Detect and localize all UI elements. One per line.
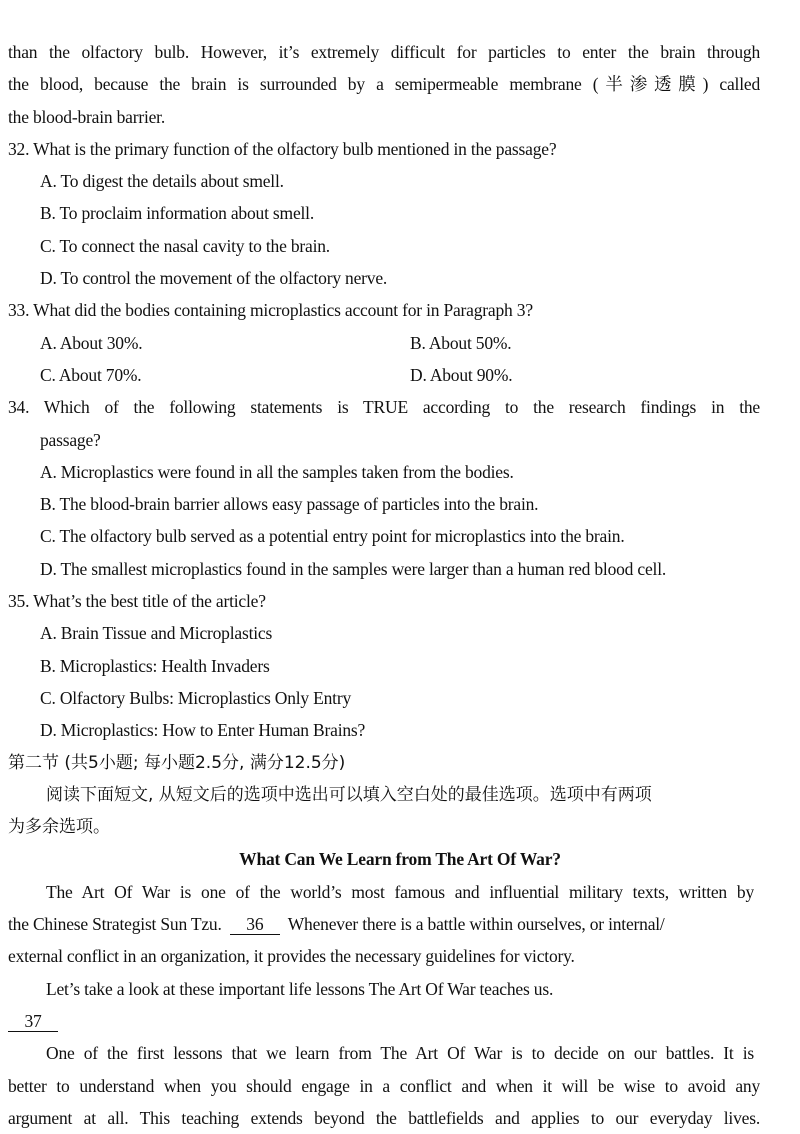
question-35-stem: 35. What’s the best title of the article? xyxy=(8,591,266,612)
option-33c: C. About 70%. xyxy=(40,364,142,385)
article-line: Let’s take a look at these important life lessons The Art Of War teaches us. xyxy=(46,978,554,999)
passage-line: the blood, because the brain is surrounded by a semipermeable membrane (半渗透膜) called xyxy=(8,74,760,95)
option-32d: D. To control the movement of the olfactory nerve. xyxy=(40,268,388,289)
section-instructions-cont: 为多余选项。 xyxy=(8,817,110,838)
section-heading: 第二节 (共5小题; 每小题2.5分, 满分12.5分) xyxy=(8,752,346,773)
blank-36: 36 xyxy=(230,914,280,935)
option-35b: B. Microplastics: Health Invaders xyxy=(40,655,270,676)
article-line: better to understand when you should engage in a conflict and when it will be wise to avoid any xyxy=(8,1075,760,1096)
question-33-stem: 33. What did the bodies containing microplastics account for in Paragraph 3? xyxy=(8,300,533,321)
blank-37: 37 xyxy=(8,1011,58,1032)
blank-37-line xyxy=(0,1005,800,1037)
article-line: One of the first lessons that we learn from The Art Of War is to decide on our battles. It is xyxy=(46,1043,754,1064)
option-35d: D. Microplastics: How to Enter Human Brains? xyxy=(40,720,366,741)
options-row xyxy=(0,359,800,391)
section-instructions: 阅读下面短文, 从短文后的选项中选出可以填入空白处的最佳选项。选项中有两项 xyxy=(46,784,652,805)
question-34-stem-cont: passage? xyxy=(40,429,101,450)
option-32c: C. To connect the nasal cavity to the brain. xyxy=(40,235,330,256)
passage-line: the blood-brain barrier. xyxy=(8,106,166,127)
article-line: argument at all. This teaching extends beyond the battlefields and applies to our everyday lives. xyxy=(8,1107,760,1128)
article-line: external conflict in an organization, it provides the necessary guidelines for victory. xyxy=(8,946,575,967)
option-34a: A. Microplastics were found in all the samples taken from the bodies. xyxy=(40,461,514,482)
option-35c: C. Olfactory Bulbs: Microplastics Only Entry xyxy=(40,687,352,708)
option-33d: D. About 90%. xyxy=(410,364,513,385)
article-line xyxy=(0,908,800,940)
option-35a: A. Brain Tissue and Microplastics xyxy=(40,623,273,644)
option-32b: B. To proclaim information about smell. xyxy=(40,203,315,224)
question-34-stem: 34. Which of the following statements is TRUE according to the research findings in the xyxy=(8,397,760,418)
article-text: the Chinese Strategist Sun Tzu. xyxy=(8,914,222,935)
article-line: The Art Of War is one of the world’s most famous and influential military texts, written by xyxy=(46,881,754,902)
article-title: What Can We Learn from The Art Of War? xyxy=(239,849,561,870)
passage-line: than the olfactory bulb. However, it’s extremely difficult for particles to enter the brain through xyxy=(8,42,760,62)
options-row xyxy=(0,327,800,359)
exam-page xyxy=(0,36,800,1134)
option-32a: A. To digest the details about smell. xyxy=(40,171,284,192)
option-34d: D. The smallest microplastics found in the samples were larger than a human red blood cell. xyxy=(40,558,667,579)
question-32-stem: 32. What is the primary function of the olfactory bulb mentioned in the passage? xyxy=(8,138,557,159)
option-34b: B. The blood-brain barrier allows easy passage of particles into the brain. xyxy=(40,494,539,515)
option-34c: C. The olfactory bulb served as a potential entry point for microplastics into the brain. xyxy=(40,526,625,547)
article-text: Whenever there is a battle within ourselves, or internal/ xyxy=(287,914,665,935)
option-33b: B. About 50%. xyxy=(410,332,512,353)
option-33a: A. About 30%. xyxy=(40,332,143,353)
